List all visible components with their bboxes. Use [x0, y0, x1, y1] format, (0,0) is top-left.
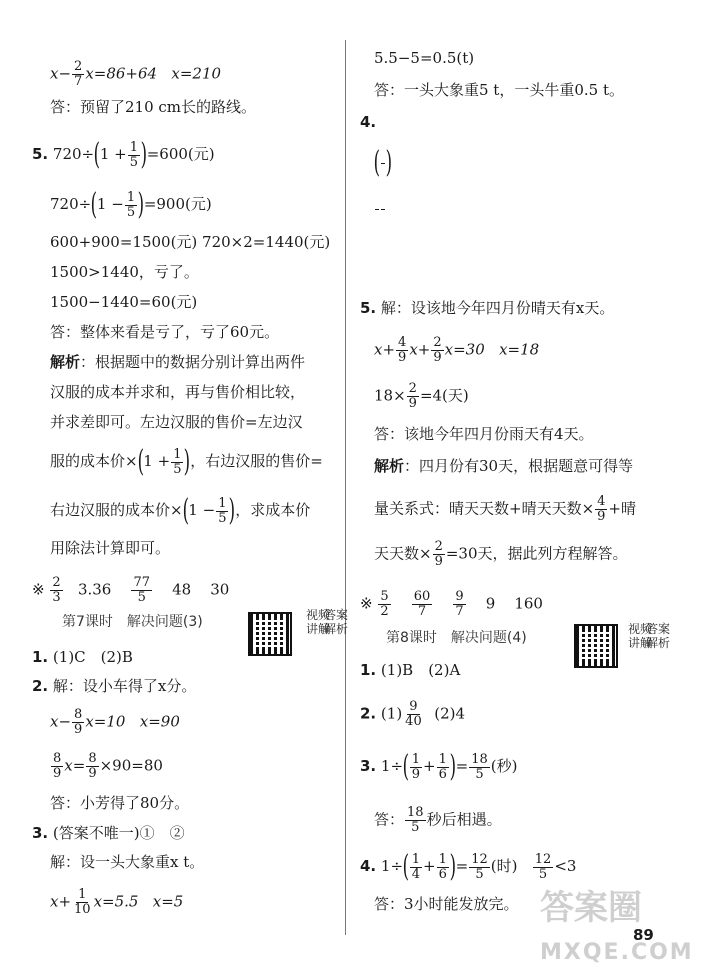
analysis-line4: 服的成本价×(1 + $\frac{1}{5}$ )，右边汉服的售价=: [50, 444, 323, 479]
qr-label-1: 视频讲解: [306, 608, 331, 636]
q2-eq1: x− $\frac{8}{9}$ x=10 x=90: [50, 707, 180, 737]
q2-answer: 答：小芳得了80分。: [50, 794, 190, 812]
q2: 2. 解：设小车得了x分。: [32, 677, 197, 695]
extra-answers-right: ※ $\frac{5}{2}$ $\frac{60}{7}$ $\frac{9}{7}$ 9 160: [360, 589, 543, 619]
qr-label-2: 答案解析: [324, 608, 349, 636]
r-q4: 4. 1÷( $\frac{1}{4}$ + $\frac{1}{6}$ )= $\frac{12}{5}$ (时) $\frac{12}{5}$ <3: [360, 849, 577, 884]
q5-line3: 600+900=1500(元) 720×2=1440(元): [50, 233, 331, 251]
r-line2: 答：一头大象重5 t，一头牛重0.5 t。: [374, 81, 624, 99]
analysis-line1: 解析：根据题中的数据分别计算出两件: [50, 353, 306, 371]
qr-label-1: 视频讲解: [628, 622, 653, 650]
q3-eq1: x+ $\frac{1}{10}$ x=5.5 x=5: [50, 887, 184, 917]
r-q3: 3. 1÷( $\frac{1}{9}$ + $\frac{1}{6}$ )= $\frac{18}{5}$ (秒): [360, 749, 518, 784]
analysis-line2: 汉服的成本并求和，再与售价相比较，: [50, 383, 306, 401]
q5: 5. 解：设该地今年四月份晴天有x天。: [360, 299, 615, 317]
qr-code-icon: [248, 612, 292, 656]
analysis-line3: 并求差即可。左边汉服的售价=左边汉: [50, 413, 303, 431]
analysis-line5: 右边汉服的成本价×(1 − $\frac{1}{5}$ )，求成本价: [50, 493, 311, 528]
r-q4-answer: 答：3小时能发放完。: [374, 895, 519, 913]
lesson-header-right: 第8课时 解决问题(4): [386, 630, 527, 646]
r-q3-answer: 答： $\frac{18}{5}$ 秒后相遇。: [374, 805, 502, 835]
q4-eq2: [374, 198, 386, 218]
q4-eq1: ( ): [373, 145, 392, 180]
q5-line4: 1500>1440，亏了。: [50, 263, 199, 281]
q3-setup: 解：设一头大象重x t。: [50, 853, 205, 871]
q5-eq2: 18× $\frac{2}{9}$ =4(天): [374, 381, 469, 411]
r-line1: 5.5−5=0.5(t): [374, 49, 475, 67]
q3: 3. (答案不唯一)① ②: [32, 824, 185, 842]
qr-label-2: 答案解析: [646, 622, 671, 650]
q5-analysis1: 解析：四月份有30天，根据题意可得等: [374, 457, 634, 475]
q5-eq1: 5. 720÷(1 + $\frac{1}{5}$ )=600(元): [32, 137, 215, 172]
q5-analysis3: 天天数× $\frac{2}{9}$ =30天，据此列方程解答。: [374, 539, 628, 569]
analysis-line6: 用除法计算即可。: [50, 539, 171, 557]
q4: 4.: [360, 113, 377, 131]
q5-eq2: 720÷(1 − $\frac{1}{5}$ )=900(元): [50, 187, 212, 222]
q5-eq1: x+ $\frac{4}{9}$ x+ $\frac{2}{9}$ x=30 x=18: [374, 335, 540, 365]
lesson-header: 第7课时 解决问题(3): [62, 614, 203, 630]
r-q2: 2. (1) $\frac{9}{40}$ (2)4: [360, 699, 466, 729]
extra-answers: ※ $\frac{2}{3}$ 3.36 $\frac{77}{5}$ 48 30: [32, 575, 230, 605]
r-q1: 1. (1)B (2)A: [360, 661, 461, 679]
q5-answer: 答：整体来看是亏了，亏了60元。: [50, 323, 280, 341]
column-divider: [345, 40, 346, 935]
watermark-logo: 答案圈: [540, 888, 642, 928]
q2-eq2: $\frac{8}{9}$ x= $\frac{8}{9}$ ×90=80: [53, 751, 163, 781]
q5-answer: 答：该地今年四月份雨天有4天。: [374, 425, 594, 443]
equation-line: x− $\frac{2}{7}$ x=86+64 x=210: [50, 59, 222, 89]
q5-line5: 1500−1440=60(元): [50, 293, 198, 311]
q1: 1. (1)C (2)B: [32, 648, 133, 666]
watermark-url: MXQE.COM: [540, 940, 694, 965]
qr-code-icon: [574, 624, 618, 668]
page-number: 89: [633, 926, 654, 944]
q5-analysis2: 量关系式：晴天天数+晴天天数× $\frac{4}{9}$ +晴: [374, 494, 636, 524]
answer-line: 答：预留了210 cm长的路线。: [50, 98, 257, 116]
